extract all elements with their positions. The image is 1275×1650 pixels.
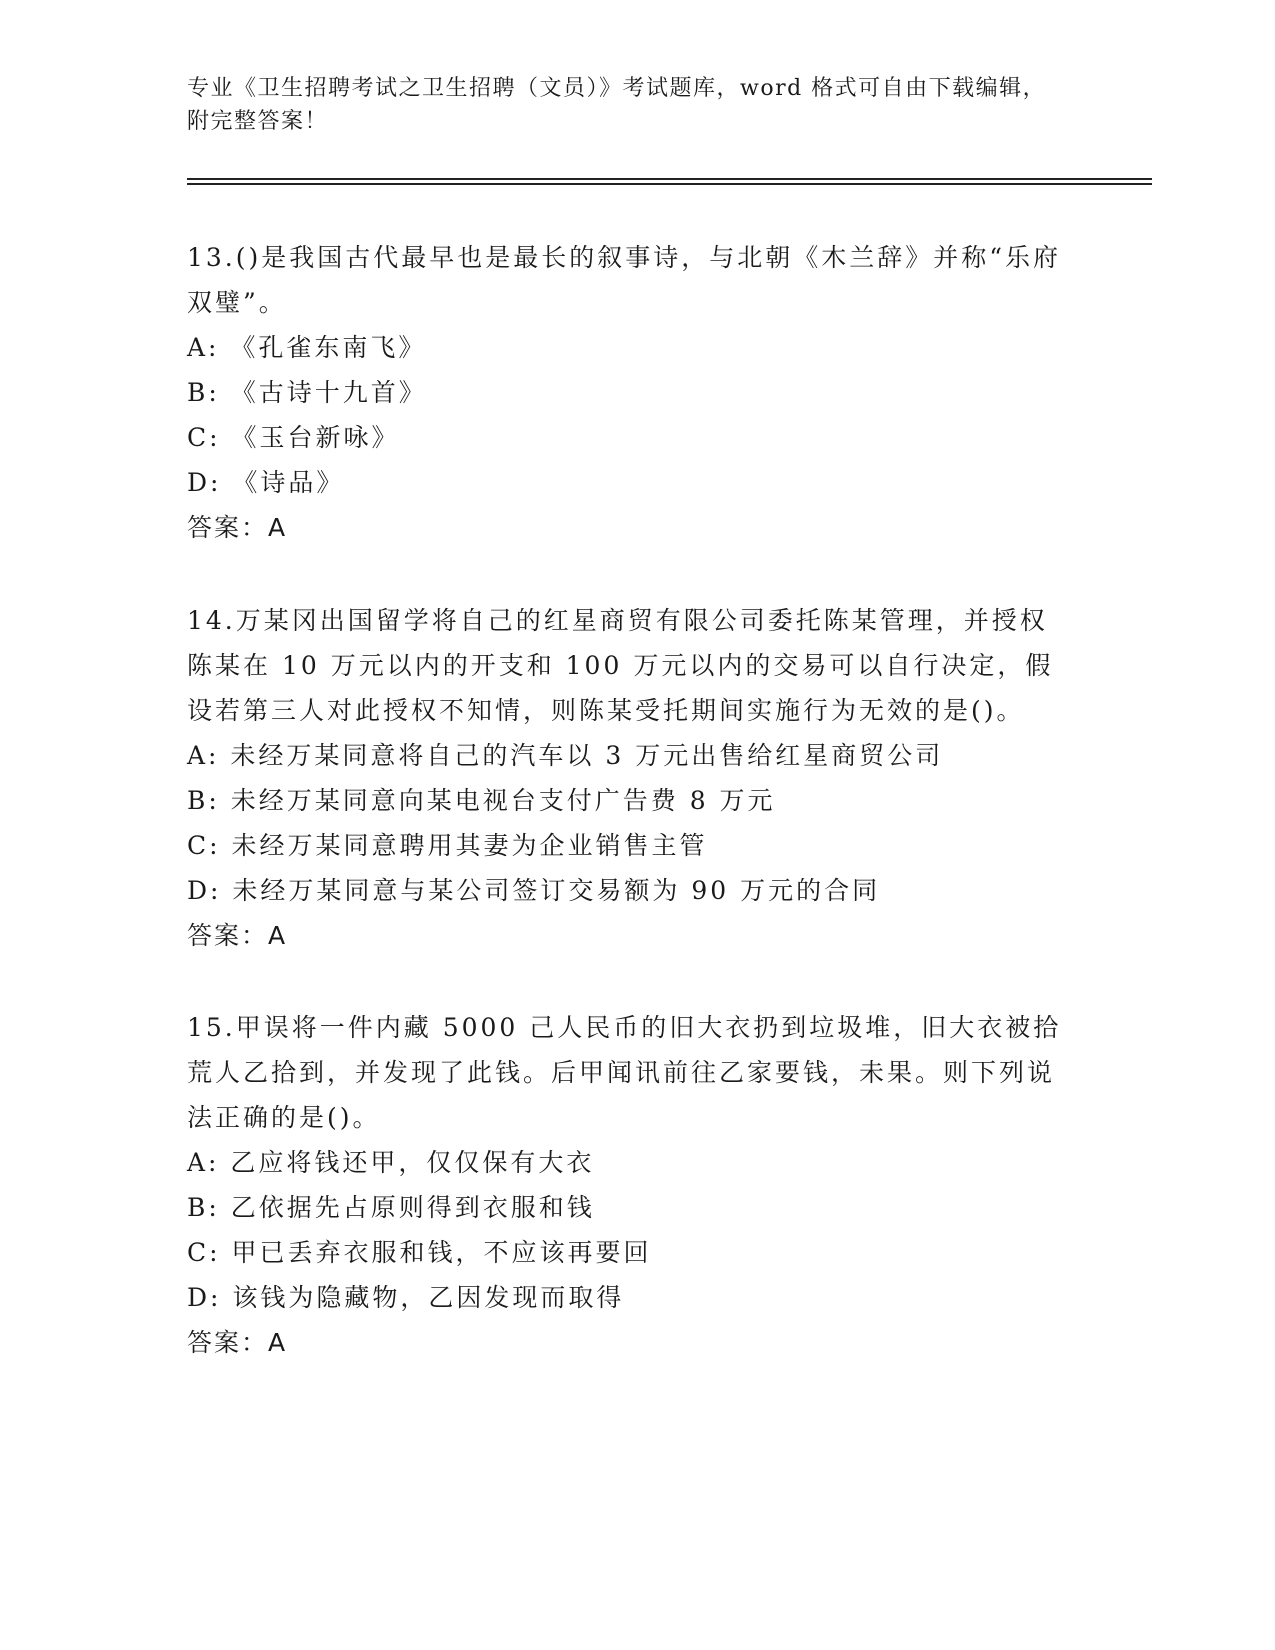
option-d: D: 《诗品》 xyxy=(187,468,345,497)
option-b: B: 《古诗十九首》 xyxy=(187,378,427,407)
question-14 xyxy=(187,598,1067,958)
header-divider-top xyxy=(187,178,1152,180)
option-c: C: 甲已丢弃衣服和钱，不应该再要回 xyxy=(187,1238,652,1267)
question-stem: 13.()是我国古代最早也是最长的叙事诗，与北朝《木兰辞》并称“乐府双璧”。 xyxy=(187,243,1062,317)
header-divider-bottom xyxy=(187,183,1152,185)
document-header: 专业《卫生招聘考试之卫生招聘（文员）》考试题库，word 格式可自由下载编辑，附完整答案！ xyxy=(187,76,1047,134)
option-a: A: 乙应将钱还甲，仅仅保有大衣 xyxy=(187,1148,595,1177)
option-b: B: 乙依据先占原则得到衣服和钱 xyxy=(187,1193,595,1222)
option-c: C: 未经万某同意聘用其妻为企业销售主管 xyxy=(187,831,708,860)
question-stem: 14.万某冈出国留学将自己的红星商贸有限公司委托陈某管理，并授权陈某在 10 万元以内的开支和 100 万元以内的交易可以自行决定，假设若第三人对此授权不知情，则陈某受托期间实施行为无效的是()。 xyxy=(187,606,1054,725)
question-stem: 15.甲误将一件内藏 5000 己人民币的旧大衣扔到垃圾堆，旧大衣被拾荒人乙拾到，并发现了此钱。后甲闻讯前往乙家要钱，未果。则下列说法正确的是()。 xyxy=(187,1013,1062,1132)
answer-line: 答案：A xyxy=(187,1328,288,1357)
option-d: D: 未经万某同意与某公司签订交易额为 90 万元的合同 xyxy=(187,876,881,905)
question-15 xyxy=(187,1005,1067,1365)
question-13 xyxy=(187,235,1067,550)
answer-line: 答案：A xyxy=(187,921,288,950)
option-d: D: 该钱为隐藏物，乙因发现而取得 xyxy=(187,1283,625,1312)
option-c: C: 《玉台新咏》 xyxy=(187,423,400,452)
option-a: A: 未经万某同意将自己的汽车以 3 万元出售给红星商贸公司 xyxy=(187,741,944,770)
option-a: A: 《孔雀东南飞》 xyxy=(187,333,427,362)
answer-line: 答案：A xyxy=(187,513,288,542)
option-b: B: 未经万某同意向某电视台支付广告费 8 万元 xyxy=(187,786,776,815)
